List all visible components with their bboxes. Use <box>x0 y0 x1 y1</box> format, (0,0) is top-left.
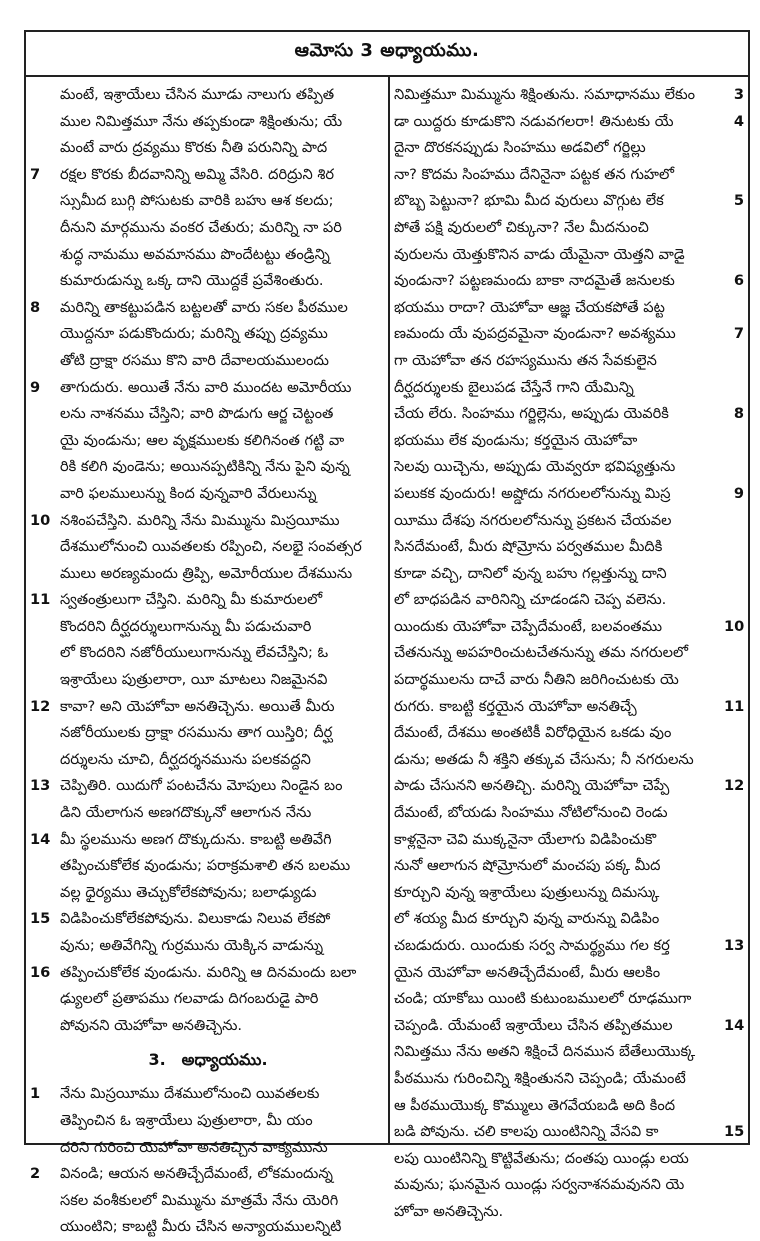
line-text: యిందుకు యెహోవా చెప్పేదేమంటే, బలవంతము <box>394 617 663 635</box>
line-text: ఆ పీఠముయొక్క కొమ్ములు తెగవేయబడి అది కింద <box>394 1096 676 1114</box>
line-text: వినండి; ఆయన అనతిచ్చేదేమంటే, లోకమందున్న <box>60 1165 333 1183</box>
text-line <box>394 348 744 375</box>
text-line <box>394 960 744 987</box>
verse-number: 12 <box>724 777 744 795</box>
text-line <box>394 827 744 854</box>
text-line <box>30 800 386 827</box>
header-divider-rule <box>24 75 750 77</box>
verse-number: 7 <box>733 325 744 343</box>
text-line <box>30 1214 386 1241</box>
line-text: లో శయ్య మీద కూర్చుని వున్న వారున్ను విడిపిం <box>394 910 660 928</box>
line-text: దరిని గురించి యెహోవా అనతిచ్చిన వాక్యమును <box>60 1138 328 1156</box>
line-text: నిమిత్తము నేను అతని శిక్షించే దినమున బేతేలుయొక్క <box>394 1043 696 1061</box>
right-column <box>394 82 744 1226</box>
line-text: రక్షల కొరకు బీదవానిన్ని అమ్మి వేసిరి. దరిద్రుని శిర <box>60 165 335 183</box>
line-text: మవును; ఘనమైన యిండ్లు సర్వనాశనమవునని యె <box>394 1176 685 1194</box>
text-line <box>30 667 386 694</box>
text-line <box>394 188 744 215</box>
verse-number: 10 <box>724 617 744 635</box>
line-text: దర్శులను చూచి, దీర్ఘదర్శనమును పలకవద్దని <box>60 750 311 768</box>
line-text: చండి; యాకోబు యింటి కుటుంబములలో రూఢముగా <box>394 990 692 1008</box>
text-line <box>394 215 744 242</box>
text-line <box>30 1108 386 1135</box>
line-text: వును; అతివేగిన్ని గుర్రమును యెక్కిన వాడున్ను <box>60 937 324 954</box>
line-text: నజోరీయులకు ద్రాక్షా రసమును తాగ యిస్తిరి; దీర్ఘ <box>60 724 333 742</box>
verse-number: 15 <box>30 910 51 928</box>
verse-number: 14 <box>30 830 51 848</box>
text-line <box>394 640 744 667</box>
line-text: నిమిత్తమూ మిమ్మును శిక్షింతును. సమాధానము లేకుం <box>394 86 696 103</box>
text-line <box>394 667 744 694</box>
verse-number: 13 <box>30 777 51 795</box>
line-text: భయము లేక వుండును; కర్తయైన యెహోవా <box>394 431 638 449</box>
text-line <box>394 321 744 348</box>
verse-number: 4 <box>733 112 744 130</box>
verse-number: 9 <box>30 378 41 396</box>
line-text: కూర్చుని వున్న ఇశ్రాయేలు పుత్రులున్ను దిమస్కు <box>394 883 660 901</box>
text-line <box>30 348 386 375</box>
line-text: తోటి ద్రాక్షా రసము కొని వారి దేవాలయములందు <box>60 351 329 369</box>
verse-number: 3 <box>733 86 744 103</box>
text-line <box>30 853 386 880</box>
line-text: కొందరిని దీర్ఘదర్శులుగానున్ను మీ పడుచువారి <box>60 617 312 635</box>
verse-number: 12 <box>30 697 51 715</box>
verse-number: 7 <box>30 165 41 183</box>
text-line <box>394 614 744 641</box>
text-line <box>394 880 744 907</box>
line-text: నునో ఆలాగున షోమ్రోనులో మంచపు పక్క మీద <box>394 857 661 875</box>
text-line <box>30 428 386 455</box>
text-line <box>30 188 386 215</box>
line-text: తాగుదురు. అయితే నేను వారి ముందట అమోరీయు <box>60 378 352 396</box>
line-text: వారి ఫలములున్ను కింద వున్నవారి వేరులున్ను <box>60 484 317 502</box>
text-line <box>394 375 744 402</box>
text-line <box>30 587 386 614</box>
line-text: యైన యెహోవా అనతిచ్చేదేమంటే, మీరు ఆలకిం <box>394 963 661 981</box>
line-text: తప్పించుకోలేక వుండును; పరాక్రమశాలి తన బలము <box>60 857 351 875</box>
text-line <box>394 1146 744 1173</box>
verse-number: 15 <box>724 1123 744 1141</box>
text-line <box>394 481 744 508</box>
text-line <box>30 906 386 933</box>
text-line <box>394 1013 744 1040</box>
line-text: చెప్పితిరి. యిదుగో పంటచేను మోపులు నిండైన బం <box>60 777 343 795</box>
text-line <box>394 268 744 295</box>
left-border-rule <box>24 30 26 1145</box>
line-text: భయము రాదా? యెహోవా ఆజ్ఞ చేయకపోతే పట్ట <box>394 298 665 316</box>
line-text: రుగరు. కాబట్టి కర్తయైన యెహోవా అనతిచ్చే <box>394 697 637 715</box>
line-text: దీనుని మార్గమును వంకర చేతురు; మరిన్ని నా పరి <box>60 218 342 236</box>
text-line <box>394 428 744 455</box>
line-text: మీ స్థలమును అణగ దొక్కుదును. కాబట్టి అతివేగి <box>60 830 332 848</box>
line-text: యీము దేశపు నగరులలోనున్ను ప్రకటన చేయవల <box>394 511 672 529</box>
line-text: బడి పోవును. చలి కాలపు యింటినిన్ని వేసవి కా <box>394 1123 659 1141</box>
line-text: చేయ లేరు. సింహము గర్జిల్లెను, అప్పుడు యెవరికి <box>394 405 669 423</box>
text-line <box>394 135 744 162</box>
line-text: చెప్పండి. యేమంటే ఇశ్రాయేలు చేసిన తప్పితముల <box>394 1016 673 1034</box>
line-text: పాడు చేసునని అనతిచ్చి. మరిన్ని యెహోవా చెప్పే <box>394 777 670 795</box>
verse-number: 11 <box>724 697 744 715</box>
text-line <box>394 109 744 136</box>
line-text: నేను మిస్రయీము దేశములోనుంచి యివతలకు <box>60 1085 320 1103</box>
text-line <box>30 82 386 109</box>
line-text: కావా? అని యెహోవా అనతిచ్చెను. అయితే మీరు <box>60 697 335 715</box>
line-text: యుంటిని; కాబట్టి మీరు చేసిన అన్యాయములన్నిటి <box>60 1218 342 1236</box>
line-text: సకల వంశీకులలో మిమ్మును మాత్రమే నేను యెరిగి <box>60 1191 339 1209</box>
line-text: స్వతంత్రులుగా చేస్తిని. మరిన్ని మీ కుమారులలో <box>60 591 323 609</box>
text-line <box>394 800 744 827</box>
text-line <box>394 162 744 189</box>
line-text: లపు యింటినిన్ని కొట్టివేతును; దంతపు యిండ్లు లయ <box>394 1149 689 1167</box>
line-text: సినదేమంటే, మీరు షోమ్రోను పర్వతముల మీదికి <box>394 538 663 556</box>
text-line <box>394 561 744 588</box>
text-line <box>394 906 744 933</box>
line-text: యై వుండును; ఆల వృక్షములకు కలిగినంత గట్టి వా <box>60 431 345 449</box>
line-text: గా యెహోవా తన రహస్యమును తన సేవకులైన <box>394 351 657 369</box>
line-text: పీఠమును గురించిన్ని శిక్షింతునని చెప్పండి; యేమంటే <box>394 1069 686 1087</box>
text-line <box>394 401 744 428</box>
line-text: సెలవు యిచ్చెను, అప్పుడు యెవ్వరూ భవిష్యత్తును <box>394 458 676 476</box>
line-text: యొద్దనూ పడుకొందురు; మరిన్ని తప్పు ద్రవ్యము <box>60 325 328 343</box>
text-line <box>394 295 744 322</box>
line-text: తెప్పించిన ఓ ఇశ్రాయేలు పుత్రులారా, మీ యం <box>60 1111 313 1129</box>
text-line <box>394 1119 744 1146</box>
text-line <box>30 109 386 136</box>
column-divider <box>388 77 390 1143</box>
line-text: చేతనున్ను అపహరించుటచేతనున్ను తమ నగరులలో <box>394 644 689 662</box>
text-line <box>30 720 386 747</box>
text-line <box>30 215 386 242</box>
verse-number: 2 <box>30 1165 41 1183</box>
text-line <box>394 534 744 561</box>
line-text: బొబ్బ పెట్టునా? భూమి మీద వురులు వొగ్గుట లేక <box>394 192 664 210</box>
text-line <box>30 773 386 800</box>
text-line <box>30 561 386 588</box>
verse-number: 10 <box>30 511 51 529</box>
text-line <box>30 614 386 641</box>
chapter-number: 3. <box>148 1050 166 1070</box>
line-text: వురులను యెత్తుకొనిన వాడు యేమైనా యెత్తని వాడై <box>394 245 685 263</box>
text-line <box>394 242 744 269</box>
verse-number: 13 <box>724 937 744 954</box>
line-text: ముల నిమిత్తమూ నేను తప్పకుండా శిక్షింతును; యే <box>60 112 343 130</box>
text-line <box>30 694 386 721</box>
verse-number: 8 <box>30 298 41 316</box>
line-text: విడిపించుకోలేకపోవును. విలుకాడు నిలువ లేకపో <box>60 910 331 928</box>
line-text: మంటే వారు ద్రవ్యము కొరకు నీతి పరునిన్ని పాద <box>60 139 328 157</box>
line-text: కూడా వచ్చి, దానిలో వున్న బహు గల్లత్తున్ను దాని <box>394 564 667 582</box>
verse-number: 1 <box>30 1085 41 1103</box>
text-line <box>30 321 386 348</box>
line-text: మంటే, ఇశ్రాయేలు చేసిన మూడు నాలుగు తప్పిత <box>60 86 335 103</box>
text-line <box>30 534 386 561</box>
text-line <box>30 481 386 508</box>
line-text: దైనా దొరకనప్పుడు సింహము అడవిలో గర్జిల్లు <box>394 139 646 157</box>
text-line <box>30 1161 386 1188</box>
text-line <box>30 933 386 960</box>
text-line <box>394 587 744 614</box>
text-line <box>30 880 386 907</box>
line-text: శుద్ధ నామము అవమానము పొందేటట్టు తండ్రిన్ని <box>60 245 330 263</box>
text-line <box>394 986 744 1013</box>
text-line <box>30 454 386 481</box>
verse-number: 8 <box>733 405 744 423</box>
text-line <box>394 773 744 800</box>
left-column <box>30 82 386 1241</box>
text-line <box>394 82 744 109</box>
text-line <box>394 508 744 535</box>
text-line <box>30 268 386 295</box>
line-text: డిని యేలాగున అణగదొక్కునో ఆలాగున నేను <box>60 804 312 822</box>
line-text: ములు అరణ్యమందు త్రిప్పి, అమోరీయుల దేశమును <box>60 564 353 582</box>
line-text: నశింపచేస్తిని. మరిన్ని నేను మిమ్మును మిస్రయీము <box>60 511 340 529</box>
line-text: హోవా అనతిచ్చెను. <box>394 1202 504 1220</box>
right-border-rule <box>748 30 750 1145</box>
text-line <box>30 747 386 774</box>
line-text: దేశములోనుంచి యివతలకు రప్పించి, నలభై సంవత్సర <box>60 538 362 556</box>
verse-number: 14 <box>724 1016 744 1034</box>
text-line <box>394 1039 744 1066</box>
line-text: వల్ల ధైర్యము తెచ్చుకోలేకపోవును; బలాఢ్యుడు <box>60 883 317 901</box>
text-line <box>30 295 386 322</box>
line-text: తప్పించుకోలేక వుండును. మరిన్ని ఆ దినమందు బలా <box>60 963 357 981</box>
line-text: స్సుమీద బుగ్గి పోసుటకు వారికి బహు ఆశ కలదు; <box>60 192 334 210</box>
text-line <box>30 162 386 189</box>
text-line <box>30 827 386 854</box>
line-text: దేమంటే, బోయడు సింహము నోటిలోనుంచి రెండు <box>394 804 668 822</box>
line-text: నా? కొదమ సింహము దేనినైనా పట్టక తన గుహలో <box>394 165 675 183</box>
text-line <box>30 375 386 402</box>
chapter-heading <box>30 1039 386 1081</box>
text-line <box>394 747 744 774</box>
text-line <box>30 1188 386 1215</box>
text-line <box>394 694 744 721</box>
line-text: కాళ్లనైనా చెవి ముక్కనైనా యేలాగు విడిపించుకొ <box>394 830 657 848</box>
line-text: పోతే పక్షి వురులలో చిక్కునా? నేల మీదనుంచి <box>394 218 649 236</box>
line-text: పదార్థములను దాచే వారు నీతిని జరిగించుటకు యె <box>394 671 679 689</box>
text-line <box>394 720 744 747</box>
top-border-rule <box>24 30 750 32</box>
text-line <box>30 640 386 667</box>
line-text: ఇశ్రాయేలు పుత్రులారా, యీ మాటలు నిజమైనవి <box>60 671 328 689</box>
text-line <box>394 1093 744 1120</box>
text-line <box>30 1013 386 1040</box>
running-head: ఆమోసు 3 అధ్యాయము. <box>294 40 480 61</box>
line-text: డును; అతడు నీ శక్తిని తక్కువ చేసును; నీ నగరులను <box>394 750 694 768</box>
line-text: కుమారుడున్ను ఒక్క దాని యొద్దకే ప్రవేశింతురు. <box>60 272 324 290</box>
line-text: లను నాశనము చేస్తిని; వారి పొడుగు ఆర్జ చెట్టంత <box>60 405 334 423</box>
line-text: లో కొందరిని నజోరీయులుగానున్ను లేవచేస్తిని; ఓ <box>60 644 329 662</box>
line-text: దీర్ఘదర్శులకు బైలుపడ చేస్తేనే గాని యేమిన్ని <box>394 378 634 396</box>
text-line <box>30 508 386 535</box>
verse-number: 9 <box>733 484 744 502</box>
line-text: ణమందు యే వుపద్రవమైనా వుండునా? అవశ్యము <box>394 325 676 343</box>
text-line <box>30 135 386 162</box>
text-line <box>394 933 744 960</box>
line-text: పోవునని యెహోవా అనతిచ్చెను. <box>60 1016 243 1034</box>
line-text: పలుకక వుందురు! అష్డోదు నగరులలోనున్ను మిస్ర <box>394 484 671 502</box>
text-line <box>30 242 386 269</box>
line-text: వుండునా? పట్టణమందు బాకా నాదమైతే జనులకు <box>394 272 675 290</box>
line-text: చబడుదురు. యిందుకు సర్వ సామర్థ్యము గల కర్త <box>394 937 670 954</box>
text-line <box>394 1172 744 1199</box>
line-text: రికి కలిగి వుండెను; అయినప్పటికిన్ని నేను పైని వున్న <box>60 458 350 476</box>
text-line <box>394 853 744 880</box>
line-text: లో బాధపడిన వారినిన్ని చూడండని చెప్ప వలెను. <box>394 591 667 609</box>
verse-number: 6 <box>733 272 744 290</box>
line-text: దేమంటే, దేశము అంతటికీ విరోధియైన ఒకడు వుం <box>394 724 672 742</box>
text-line <box>30 1081 386 1108</box>
text-line <box>394 1066 744 1093</box>
verse-number: 11 <box>30 591 51 609</box>
verse-number: 5 <box>733 192 744 210</box>
chapter-title: అధ్యాయము. <box>181 1050 268 1070</box>
line-text: ఢ్యులలో ప్రతాపము గలవాడు దిగంబరుడై పారి <box>60 990 319 1008</box>
verse-number: 16 <box>30 963 51 981</box>
line-text: మరిన్ని తాకట్టుపడిన బట్టలతో వారు సకల పీఠముల <box>60 298 348 316</box>
text-line <box>30 986 386 1013</box>
line-text: డా యిద్దరు కూడుకొని నడువగలరా! తినుటకు యే <box>394 112 674 130</box>
text-line <box>394 1199 744 1226</box>
text-line <box>30 1135 386 1162</box>
text-line <box>394 454 744 481</box>
text-line <box>30 960 386 987</box>
text-line <box>30 401 386 428</box>
